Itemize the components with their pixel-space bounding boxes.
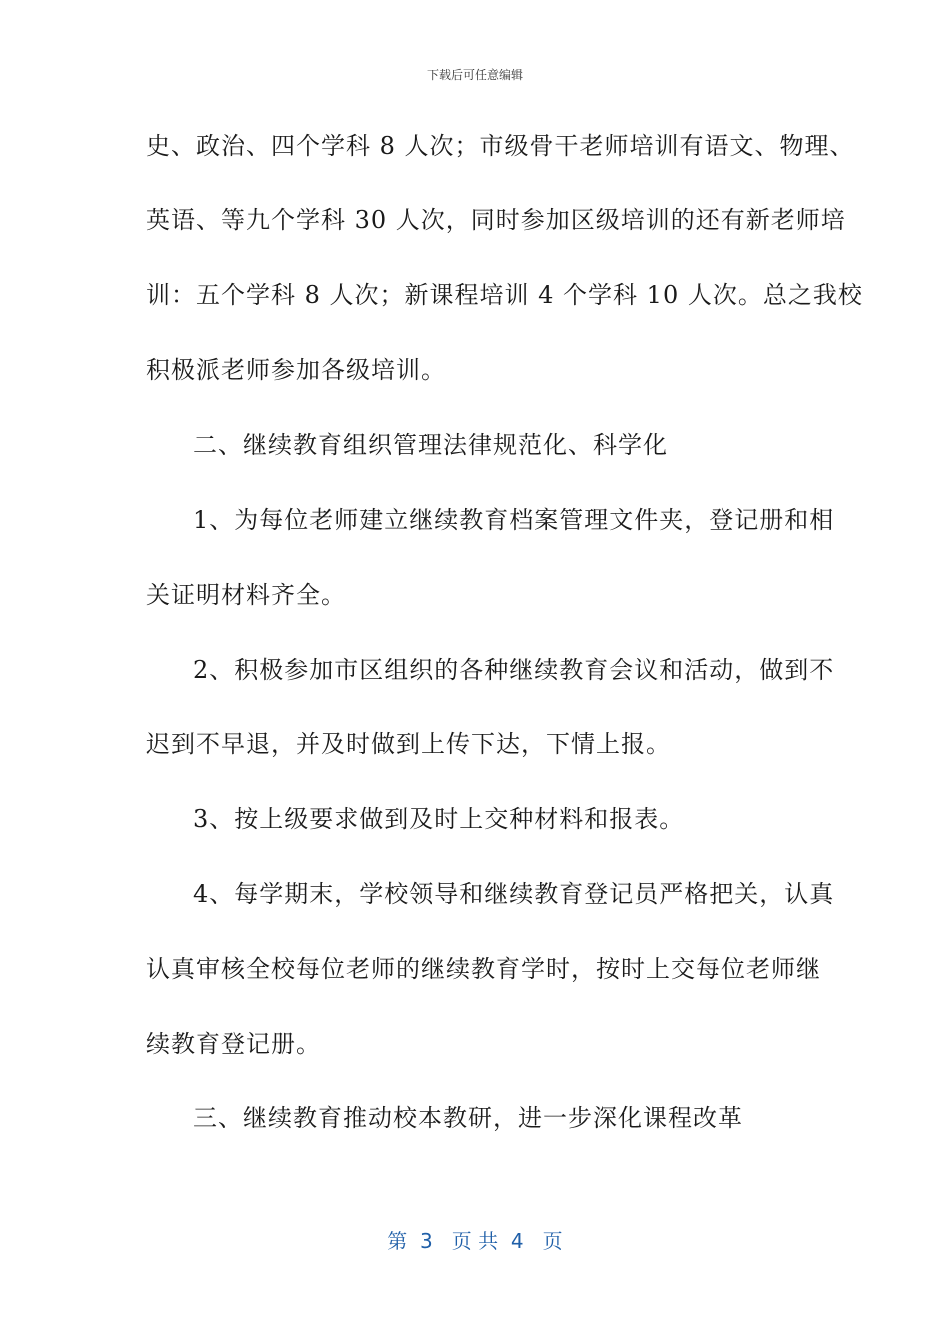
body-line: 迟到不早退，并及时做到上传下达，下情上报。 [146, 730, 671, 758]
body-line: 续教育登记册。 [146, 1030, 321, 1058]
header-note: 下载后可任意编辑 [426, 68, 523, 82]
body-line: 2、积极参加市区组织的各种继续教育会议和活动，做到不 [193, 656, 835, 684]
body-line: 英语、等九个学科 30 人次，同时参加区级培训的还有新老师培 [146, 206, 846, 234]
body-line: 关证明材料齐全。 [146, 581, 346, 609]
body-line: 4、每学期末，学校领导和继续教育登记员严格把关，认真 [193, 880, 835, 908]
page-number-footer: 第 3 页 共 4 页 [387, 1229, 563, 1253]
body-line: 积极派老师参加各级培训。 [146, 356, 446, 384]
body-line: 训：五个学科 8 人次；新课程培训 4 个学科 10 人次。总之我校 [146, 281, 863, 309]
section-heading: 二、继续教育组织管理法律规范化、科学化 [193, 431, 668, 459]
section-heading: 三、继续教育推动校本教研，进一步深化课程改革 [193, 1104, 743, 1132]
body-line: 史、政治、四个学科 8 人次；市级骨干老师培训有语文、物理、 [146, 132, 855, 160]
body-line: 3、按上级要求做到及时上交种材料和报表。 [193, 805, 685, 833]
body-line: 1、为每位老师建立继续教育档案管理文件夹，登记册和相 [193, 506, 835, 534]
body-line: 认真审核全校每位老师的继续教育学时，按时上交每位老师继 [146, 955, 821, 983]
